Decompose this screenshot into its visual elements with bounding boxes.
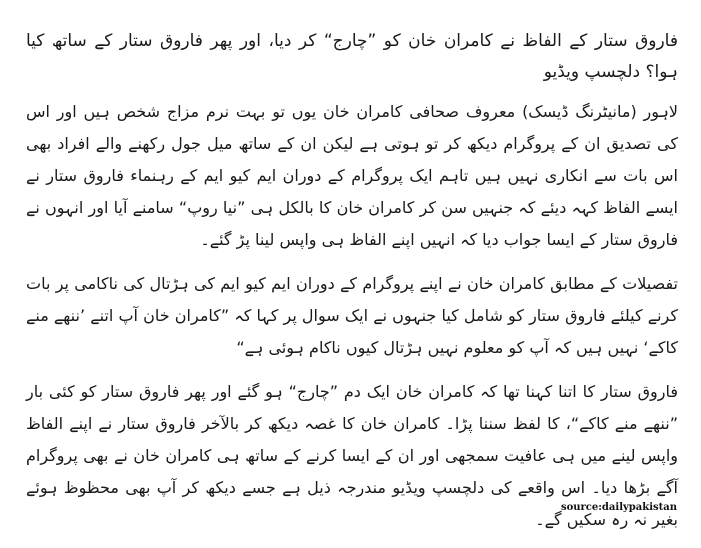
article-paragraph: لاہور (مانیٹرنگ ڈیسک) معروف صحافی کامران خان یوں تو بہت نرم مزاج شخص ہیں اور اس کی تصدیق ان کے پروگرام دیکھ کر تو ہوتی ہے لیکن ان کے ساتھ میل جول رکھنے والے افراد بھی اس بات سے انکاری نہیں ہیں تاہم ایک پروگرام کے دوران ایم کیو ایم کے رہنماء فاروق ستار نے ایسے الفاظ کہہ دیئے کہ جنہیں سن کر کامران خان کا بالکل ہی ”نیا روپ“ سامنے آیا اور انہوں نے فاروق ستار کے ایسا جواب دیا کہ انہیں اپنے الفاظ ہی واپس لینا پڑ گئے۔ xyxy=(26,102,678,249)
article-paragraph: تفصیلات کے مطابق کامران خان نے اپنے پروگرام کے دوران ایم کیو ایم کی ہڑتال کی ناکامی پر بات کرنے کیلئے فاروق ستار کو شامل کیا جنہوں نے ایک سوال پر کہا کہ ”کامران خان آپ اتنے ’ننھے منے کاکے‘ نہیں ہیں کہ آپ کو معلوم نہیں ہڑتال کیوں ناکام ہوئی ہے“ xyxy=(26,274,678,357)
article-paragraph: فاروق ستار کا اتنا کہنا تھا کہ کامران خان ایک دم ”چارج“ ہو گئے اور پھر فاروق ستار کو کئی بار ”ننھے منے کاکے“، کا لفظ سننا پڑا۔ کامران خان کا غصہ دیکھ کر بالآخر فاروق ستار نے اپنے الفاظ واپس لینے میں ہی عافیت سمجھی اور ان کے ایسا کرنے کے ساتھ ہی کامران خان نے بھی پروگرام آگے بڑھا دیا۔ اس واقعے کی دلچسپ ویڈیو مندرجہ ذیل ہے جسے دیکھ کر آپ بھی محظوظ ہوئے بغیر نہ رہ سکیں گے۔ xyxy=(26,382,678,529)
article-body xyxy=(26,26,678,548)
article-title: فاروق ستار کے الفاظ نے کامران خان کو ”چارج“ کر دیا، اور پھر فاروق ستار کے ساتھ کیا ہوا؟ دلچسپ ویڈیو xyxy=(26,31,678,82)
source-credit: source:dailypakistan xyxy=(560,502,677,513)
